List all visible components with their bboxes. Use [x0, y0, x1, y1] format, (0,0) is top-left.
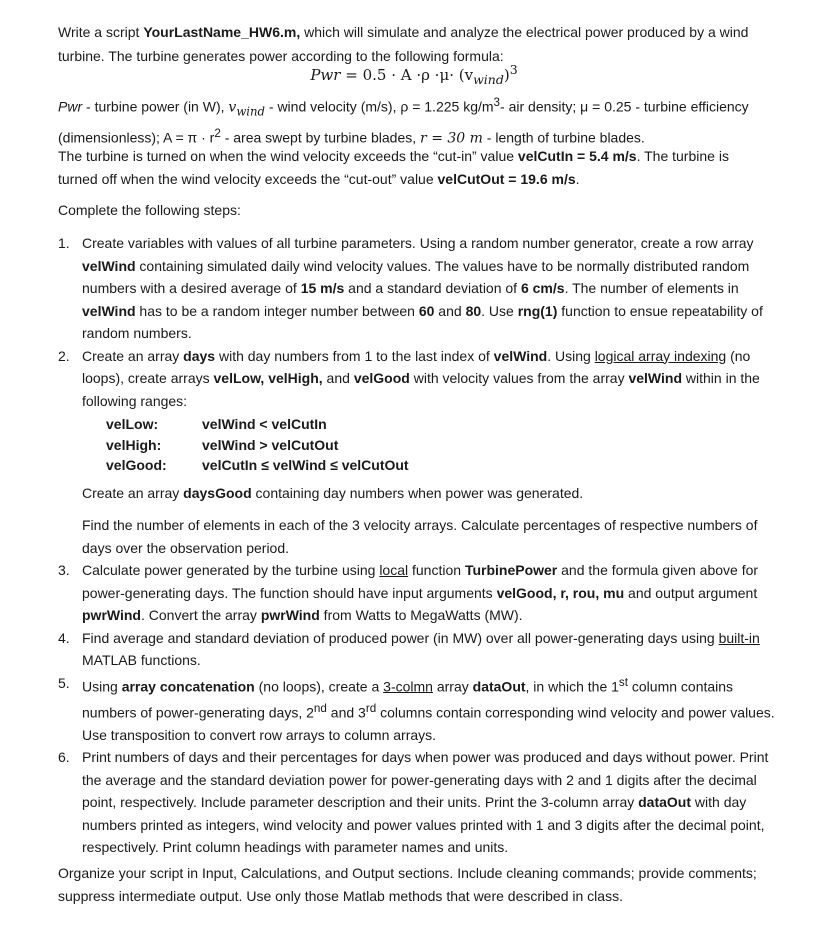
formula-lhs: Pwr	[310, 66, 341, 84]
step-bold: array concatenation	[121, 678, 255, 695]
formula-tail: )	[503, 66, 510, 84]
step-text: Calculate power generated by the turbine using	[82, 562, 380, 578]
steps-list	[58, 232, 778, 859]
def-pwr: Pwr	[58, 98, 83, 115]
intro-text: Write a script	[58, 24, 144, 40]
step-bold: dataOut	[638, 794, 692, 811]
cutin-value: velCutIn = 5.4 m/s	[517, 148, 637, 164]
def-v-sub: wind	[236, 104, 265, 119]
range-row	[106, 455, 778, 476]
def-r-text: - length of turbine blades.	[482, 129, 645, 146]
cutin-paragraph	[58, 145, 770, 190]
step-text: (no loops), create a	[254, 678, 384, 695]
step-text: and 3	[326, 704, 366, 721]
step-text: array	[432, 678, 473, 695]
step-bold: velWind	[493, 347, 548, 364]
ordinal-suffix: nd	[313, 701, 327, 715]
cutin-text: The turbine is turned on when the wind velocity exceeds the “cut-in” value	[58, 148, 518, 164]
step-2	[58, 345, 778, 560]
step-number: 2.	[58, 347, 70, 364]
formula-exponent: 3	[509, 62, 518, 77]
step-text: containing day numbers when power was generated.	[251, 484, 584, 501]
range-name: velLow:	[106, 416, 159, 432]
step-bold: TurbinePower	[464, 562, 558, 578]
step-underline: logical array indexing	[594, 347, 727, 364]
step-bold: pwrWind	[260, 607, 320, 623]
cutin-text-2: . The turbine is turned off when the wind velocity exceeds the “cut-out” value	[58, 148, 729, 187]
step-bold: 6 cm/s	[520, 280, 565, 296]
step-text: function	[408, 562, 465, 578]
formula-rhs: = 0.5 · A ·ρ ·μ· (v	[345, 66, 474, 84]
step-4	[58, 627, 778, 672]
definitions-paragraph	[58, 92, 770, 150]
step-2-daysgood	[82, 482, 778, 505]
step-bold: velWind	[82, 302, 136, 319]
step-underline: local	[379, 562, 409, 578]
step-bold: velGood	[353, 370, 410, 386]
def-rho-text: - air density; μ = 0.25 - turbine efficiency (dimensionless); A = π · r	[58, 98, 749, 146]
range-expr: velCutIn ≤ velWind ≤ velCutOut	[202, 457, 409, 473]
step-text: Print numbers of days and their percentages for days when power was produced and days without power. Print the average and the standard deviation power for power-generating days with 2 and 1 digits after the decimal point, respectively. Include parameter description and their units. Print the 3-column array	[82, 749, 769, 811]
step-text: with velocity values from the array	[409, 370, 629, 386]
step-bold: pwrWind	[82, 607, 141, 623]
def-r: r = 30 m	[420, 130, 483, 147]
step-text: containing simulated daily wind velocity values. The values have to be normally distributed random numbers with a desired average of	[82, 257, 750, 296]
def-area-text: - area swept by turbine blades,	[220, 129, 421, 146]
step-text: has to be a random integer number between	[135, 302, 419, 319]
step-number: 4.	[58, 629, 70, 646]
step-text: column contains numbers of power-generating days, 2	[82, 678, 734, 721]
step-text: Create variables with values of all turbine parameters. Using a random number generator, create a row array	[82, 235, 754, 251]
range-expr: velWind > velCutOut	[202, 436, 339, 453]
step-underline: built-in	[718, 629, 760, 646]
step-text: Using	[82, 678, 122, 695]
step-text: Find average and standard deviation of produced power (in MW) over all power-generating days using	[82, 629, 719, 646]
step-text: function to ensue repeatability of random numbers.	[82, 302, 763, 341]
range-row	[106, 435, 778, 456]
step-text: MATLAB functions.	[82, 652, 201, 668]
step-bold: velLow, velHigh,	[213, 370, 323, 386]
step-1	[58, 232, 778, 345]
formula-sub: wind	[473, 72, 504, 87]
step-text: and output argument	[624, 584, 758, 601]
cutin-text-3: .	[575, 170, 580, 187]
step-text: and	[434, 302, 466, 319]
step-6	[58, 746, 778, 859]
step-text: with day numbers from 1 to the last index of	[215, 347, 494, 364]
velocity-ranges	[106, 414, 778, 476]
step-text: with day numbers printed as integers, wind velocity and power values printed with 1 and 3 digits after the decimal point, respectively. Print column headings with parameter names and units.	[82, 794, 765, 856]
step-text: columns contain corresponding wind velocity and power values. Use transposition to convert row arrays to column arrays.	[82, 704, 775, 743]
step-bold: days	[183, 347, 216, 364]
step-bold: daysGood	[183, 484, 252, 501]
def-v-text: - wind velocity (m/s), ρ = 1.225 kg/m	[265, 98, 494, 115]
script-name: YourLastName_HW6.m,	[143, 24, 301, 40]
step-text: . Use	[481, 302, 518, 319]
cutout-value: velCutOut = 19.6 m/s	[437, 170, 576, 187]
step-number: 6.	[58, 749, 70, 766]
step-bold: velWind	[82, 257, 136, 274]
step-bold: rng(1)	[517, 302, 558, 319]
range-name: velHigh:	[106, 436, 162, 453]
range-expr: velWind < velCutIn	[202, 416, 327, 432]
ordinal-suffix: st	[618, 675, 628, 689]
ordinal-suffix: rd	[365, 701, 377, 715]
def-r-exp: 2	[214, 126, 221, 140]
def-v: v	[228, 99, 237, 116]
step-text: from Watts to MegaWatts (MW).	[319, 607, 523, 623]
step-3	[58, 559, 778, 627]
step-number: 3.	[58, 562, 70, 578]
range-name: velGood:	[106, 457, 167, 473]
step-bold: 60	[418, 302, 435, 319]
step-bold: velWind	[628, 370, 683, 386]
step-bold: 80	[465, 302, 482, 319]
step-text: within in the following ranges:	[82, 370, 760, 409]
step-text: and the formula given above for power-generating days. The function should have input arguments	[82, 562, 759, 601]
def-pwr-text: - turbine power (in W),	[82, 98, 229, 115]
steps-intro: Complete the following steps:	[58, 202, 241, 218]
step-text: . Using	[547, 347, 595, 364]
step-text: , in which the 1	[525, 678, 619, 695]
step-5	[58, 672, 778, 747]
step-text: . Convert the array	[140, 607, 261, 623]
step-2-percentages: Find the number of elements in each of the 3 velocity arrays. Calculate percentages of respective numbers of days over the observation period.	[82, 517, 758, 556]
step-text: Create an array	[82, 484, 184, 501]
step-number: 5.	[58, 674, 70, 691]
range-row	[106, 414, 778, 435]
step-underline: 3-colmn	[383, 678, 433, 695]
def-rho-exp: 3	[493, 96, 501, 109]
step-bold: 15 m/s	[300, 280, 345, 296]
step-text: Create an array	[82, 347, 184, 364]
step-bold: dataOut	[472, 678, 526, 695]
step-text: (no loops), create arrays	[82, 347, 751, 386]
step-text: and a standard deviation of	[344, 280, 521, 296]
step-text: and	[322, 370, 354, 386]
step-text: . The number of elements in	[564, 280, 739, 296]
step-number: 1.	[58, 235, 70, 251]
power-formula	[0, 62, 828, 87]
step-bold: velGood, r, rou, mu	[496, 584, 625, 601]
intro-text-2: which will simulate and analyze the electrical power produced by a wind turbine. The turbine generates power according to the following formula:	[58, 24, 749, 64]
footer-paragraph: Organize your script in Input, Calculations, and Output sections. Include cleaning commands; provide comments; suppress intermediate output. Use only those Matlab methods that were described in class.	[58, 865, 757, 904]
intro-paragraph	[58, 20, 770, 68]
